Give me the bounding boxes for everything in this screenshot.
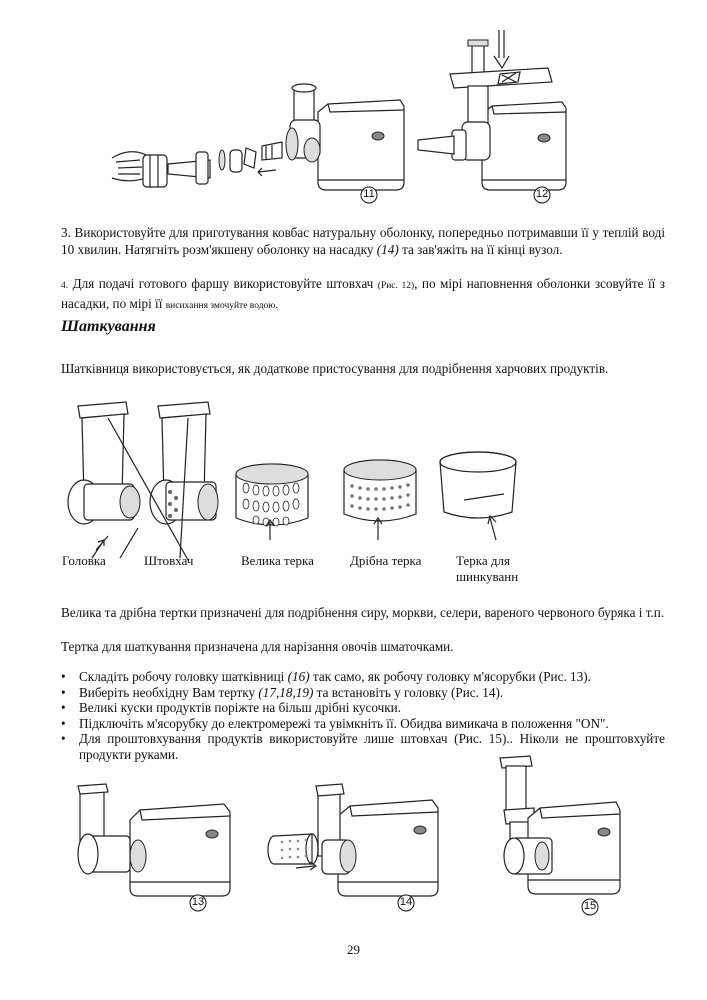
step-3-text-tail: та зав'яжіть на її кінці вузол.	[398, 242, 563, 257]
sausage-step-3	[61, 224, 665, 258]
slicer-description: Тертка для шаткування призначена для нарізання овочів шматочками.	[61, 639, 454, 654]
figure-14-number: 14	[399, 896, 413, 908]
caption-fine-grater: Дрібна терка	[350, 553, 422, 568]
step-4-ref: (Рис. 12)	[377, 281, 415, 291]
step-3-text-lead: 3. Використовуйте для приготування ковбас натуральну оболонку, попередньо потримавши її у теплій воді 10 хвилин. Натягніть розм'якшену оболонку на насадку	[61, 225, 665, 257]
step-4-text-mid: , по мірі наповнення оболонки зсовуйте її з насадки, по мірі її	[61, 276, 665, 311]
step-text-lead: Складіть робочу головку шатківниці	[79, 669, 288, 684]
step-3-ref: (14)	[376, 242, 399, 257]
page-number: 29	[347, 942, 360, 957]
shredding-intro: Шатківниця використовується, як додаткове пристосування для подрібнення харчових продуктів.	[61, 361, 609, 376]
step-text-lead: Виберіть необхідну Вам тертку	[79, 684, 259, 700]
figure-13-number: 13	[191, 896, 205, 908]
sausage-step-4	[61, 275, 665, 315]
figure-15-illustration	[0, 740, 707, 900]
step-4-text-lead: Для подачі готового фаршу використовуйте штовхач	[68, 276, 378, 291]
step-text-tail: так само, як робочу головку м'ясорубки (Рис. 13).	[309, 669, 591, 684]
caption-pusher: Штовхач	[144, 553, 194, 568]
list-item	[61, 669, 665, 685]
figure-12-illustration	[0, 0, 707, 210]
step-text: Для проштовхування продуктів використовуйте лише штовхач (Рис. 15).. Ніколи не проштовхуйте продукти руками.	[79, 731, 665, 762]
figure-15-number: 15	[583, 900, 597, 912]
step-text: Великі куски продуктів поріжте на більш дрібні кусочки.	[79, 700, 402, 715]
step-4-text-tail: висихання змочуйте водою.	[165, 301, 278, 311]
caption-coarse-grater: Велика терка	[241, 553, 314, 568]
step-text: Підключіть м'ясорубку до електромережі та увімкніть її. Обидва вимикача в положення "ON".	[79, 715, 609, 731]
graters-description: Велика та дрібна тертки призначені для подрібнення сиру, моркви, селери, вареного червоного буряка і т.п.	[61, 605, 665, 620]
figure-11-number: 11	[363, 188, 375, 200]
list-item	[61, 700, 665, 716]
section-heading-shredding: Шаткування	[61, 318, 156, 335]
caption-slicer: Терка для шинкуванн	[456, 553, 519, 584]
step-4-number: 4.	[61, 281, 69, 291]
step-ref: (16)	[287, 669, 310, 684]
figure-12-number: 12	[535, 188, 549, 200]
step-text-tail: та встановіть у головку (Рис. 14).	[313, 684, 504, 700]
caption-head: Головка	[62, 553, 106, 568]
step-ref: (17,18,19)	[258, 684, 314, 700]
list-item	[61, 685, 665, 701]
list-item	[61, 716, 665, 732]
